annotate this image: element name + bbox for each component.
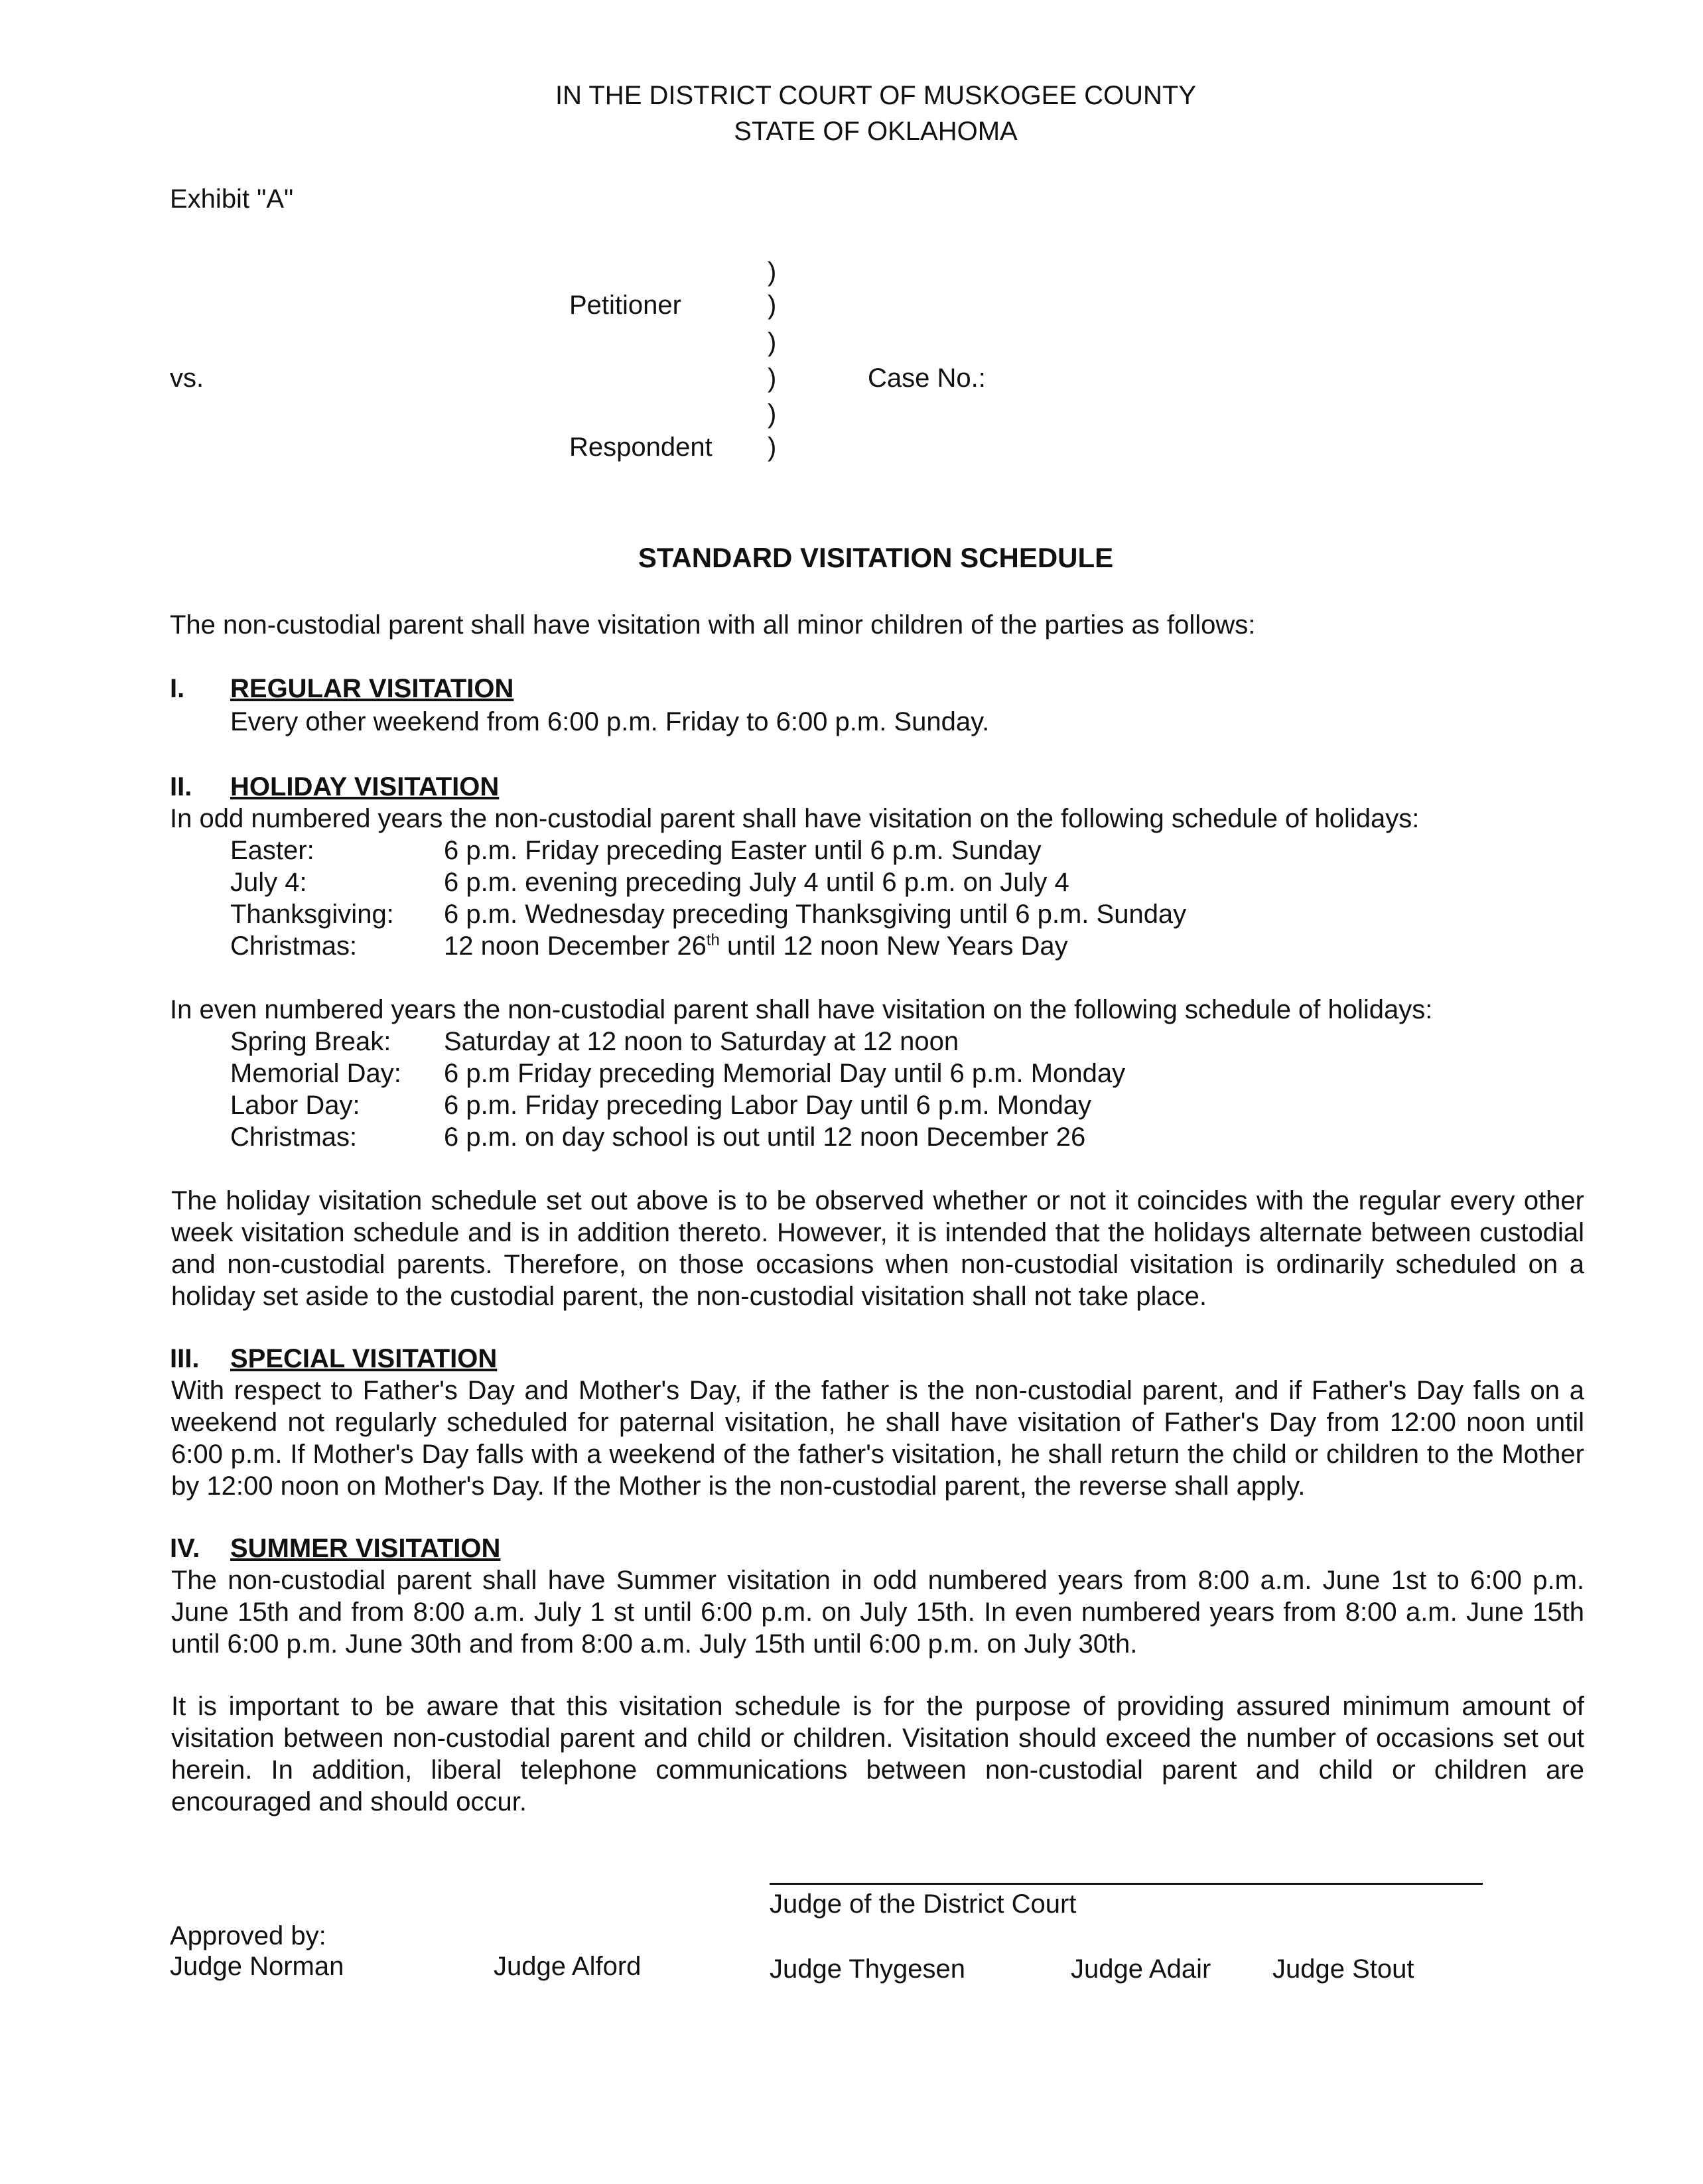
- holiday-row: [230, 866, 1069, 898]
- approved-by-label: Approved by:: [170, 1921, 326, 1950]
- judge-name: Judge Alford: [494, 1952, 642, 1981]
- section-heading: REGULAR VISITATION: [230, 674, 514, 703]
- section-heading: SPECIAL VISITATION: [230, 1344, 498, 1373]
- holiday-name: Labor Day:: [230, 1091, 360, 1120]
- holiday-row: [230, 1026, 959, 1058]
- holiday-row: [230, 1089, 1091, 1121]
- odd-years-intro: In odd numbered years the non-custodial parent shall have visitation on the following schedule of holidays:: [170, 804, 1420, 833]
- holiday-row: [230, 898, 1186, 930]
- holiday-time: 6 p.m. Friday preceding Labor Day until 6 p.m. Monday: [444, 1091, 1092, 1120]
- holiday-note: The holiday visitation schedule set out above is to be observed whether or not it coincides with the regular every other week visitation schedule and is in addition thereto. However, it is intended that the holidays alternate between custodial and non-custodial parents. Therefore, on those occasions when non-custodial visitation is ordinarily scheduled on a holiday set aside to the custodial parent, the non-custodial visitation shall not take place.: [171, 1186, 1584, 1311]
- caption-paren: ): [768, 328, 777, 357]
- holiday-time: 6 p.m. on day school is out until 12 noon December 26: [444, 1123, 1086, 1152]
- section-numeral: II.: [170, 772, 192, 801]
- judge-name: Judge Adair: [1071, 1954, 1211, 1984]
- caption-paren: ): [768, 399, 777, 429]
- court-name: IN THE DISTRICT COURT OF MUSKOGEE COUNTY: [555, 81, 1196, 110]
- holiday-name: Easter:: [230, 836, 314, 865]
- section-text: With respect to Father's Day and Mother's Day, if the father is the non-custodial parent, and if Father's Day falls on a weekend not regularly scheduled for paternal visitation, he shall have visitation of Father's Day from 12:00 noon until 6:00 p.m. If Mother's Day falls with a weekend of the father's visitation, he shall return the child or children to the Mother by 12:00 noon on Mother's Day. If the Mother is the non-custodial parent, the reverse shall apply.: [171, 1376, 1584, 1501]
- holiday-row: [230, 1121, 1085, 1153]
- case-number-label: Case No.:: [868, 364, 986, 393]
- holiday-name: July 4:: [230, 868, 307, 897]
- holiday-name: Christmas:: [230, 1123, 358, 1152]
- caption-paren: ): [768, 291, 777, 320]
- even-years-intro: In even numbered years the non-custodial parent shall have visitation on the following schedule of holidays:: [170, 995, 1433, 1024]
- judge-signature-label: Judge of the District Court: [770, 1889, 1077, 1919]
- intro-text: The non-custodial parent shall have visitation with all minor children of the parties as follows:: [170, 610, 1256, 640]
- court-state: STATE OF OKLAHOMA: [734, 117, 1018, 146]
- judge-name: Judge Norman: [170, 1952, 344, 1981]
- holiday-time: 6 p.m. Wednesday preceding Thanksgiving until 6 p.m. Sunday: [444, 900, 1187, 929]
- holiday-name: Memorial Day:: [230, 1059, 401, 1088]
- section-numeral: III.: [170, 1344, 200, 1373]
- respondent-label: Respondent: [569, 433, 713, 462]
- closing-text: It is important to be aware that this visitation schedule is for the purpose of providing assured minimum amount of visitation between non-custodial parent and child or children. Visitation should exceed the number of occasions set out herein. In addition, liberal telephone communications between non-custodial parent and child or children are encouraged and should occur.: [171, 1692, 1584, 1816]
- holiday-time: 6 p.m Friday preceding Memorial Day until 6 p.m. Monday: [444, 1059, 1126, 1088]
- section-heading: SUMMER VISITATION: [230, 1534, 501, 1563]
- versus-label: vs.: [170, 364, 204, 393]
- judge-name: Judge Stout: [1272, 1954, 1414, 1984]
- petitioner-label: Petitioner: [569, 291, 681, 320]
- document-title: STANDARD VISITATION SCHEDULE: [638, 542, 1114, 573]
- holiday-row: [230, 930, 1068, 962]
- holiday-name: Christmas:: [230, 931, 358, 961]
- holiday-time: 12 noon December 26th until 12 noon New Years Day: [444, 931, 1068, 961]
- caption-paren: ): [768, 257, 777, 287]
- signature-line: [770, 1883, 1483, 1885]
- holiday-time: Saturday at 12 noon to Saturday at 12 noon: [444, 1027, 959, 1056]
- caption-paren: ): [768, 433, 777, 462]
- exhibit-label: Exhibit "A": [170, 184, 294, 214]
- judge-name: Judge Thygesen: [770, 1954, 966, 1984]
- caption-paren: ): [768, 364, 777, 393]
- holiday-name: Thanksgiving:: [230, 900, 394, 929]
- holiday-time: 6 p.m. Friday preceding Easter until 6 p.m. Sunday: [444, 836, 1042, 865]
- holiday-row: [230, 835, 1041, 866]
- section-numeral: IV.: [170, 1534, 200, 1563]
- section-text: The non-custodial parent shall have Summer visitation in odd numbered years from 8:00 a.m. June 1st to 6:00 p.m. June 15th and from 8:00 a.m. July 1 st until 6:00 p.m. on July 15th. In even numbered years from 8:00 a.m. June 15th until 6:00 p.m. June 30th and from 8:00 a.m. July 15th until 6:00 p.m. on July 30th.: [171, 1566, 1584, 1659]
- section-heading: HOLIDAY VISITATION: [230, 772, 500, 801]
- holiday-time: 6 p.m. evening preceding July 4 until 6 p.m. on July 4: [444, 868, 1069, 897]
- section-numeral: I.: [170, 674, 185, 703]
- section-text: Every other weekend from 6:00 p.m. Friday to 6:00 p.m. Sunday.: [230, 707, 990, 736]
- holiday-row: [230, 1058, 1125, 1089]
- holiday-name: Spring Break:: [230, 1027, 391, 1056]
